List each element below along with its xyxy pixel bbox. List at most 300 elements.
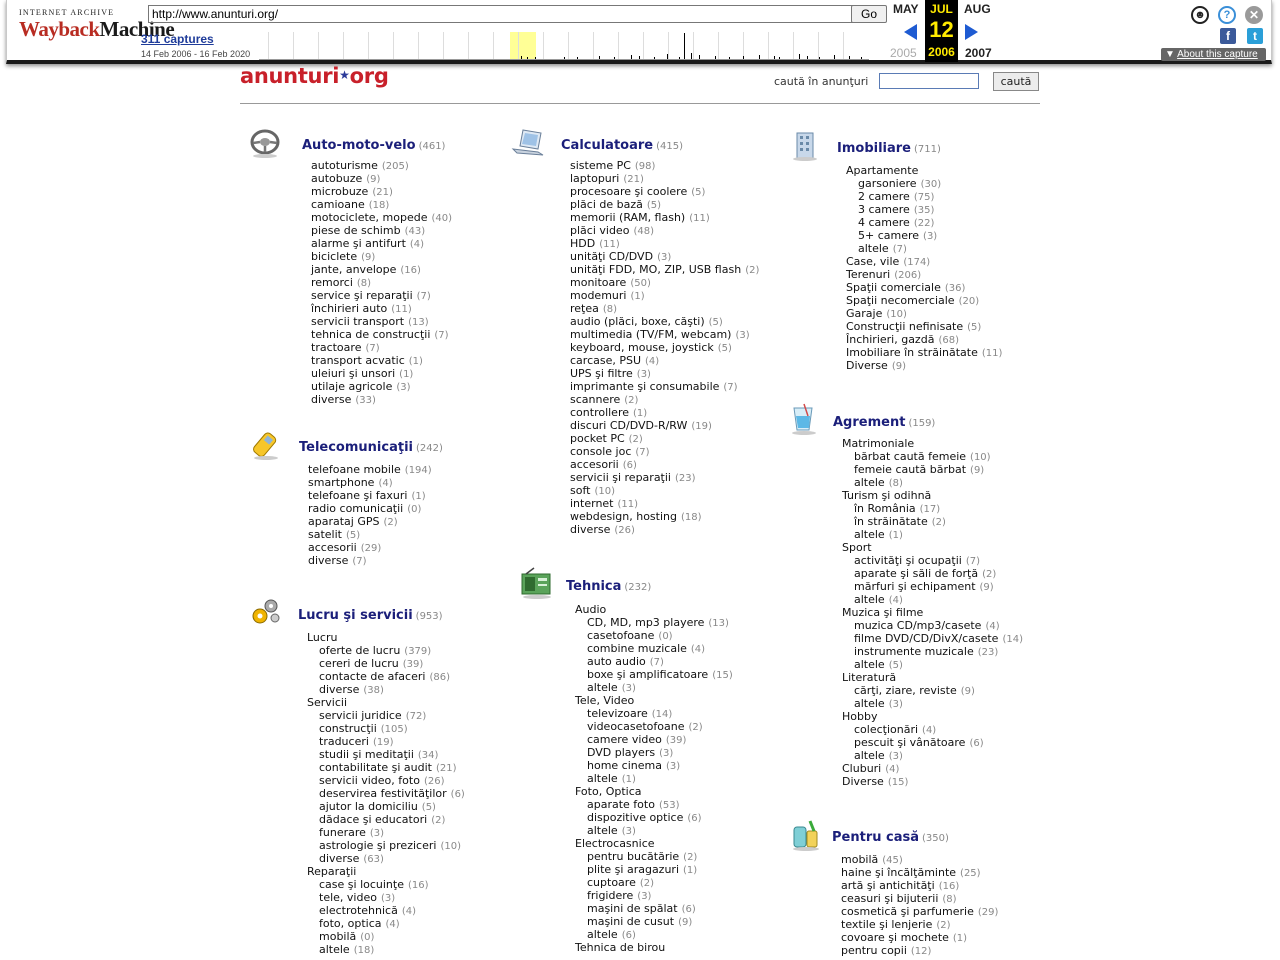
sparkline-bar <box>684 33 685 59</box>
sparkline-bar <box>729 57 730 59</box>
category-group-label <box>575 785 733 798</box>
category-link[interactable] <box>308 489 432 502</box>
category-link[interactable] <box>575 772 733 785</box>
category-link[interactable] <box>570 328 759 341</box>
category-link[interactable] <box>307 891 465 904</box>
category-label: uleiuri şi unsori <box>311 367 396 380</box>
category-link[interactable] <box>575 759 733 772</box>
category-label: garsoniere <box>858 177 917 190</box>
section-auto-list <box>311 159 452 406</box>
category-link[interactable] <box>308 476 432 489</box>
sparkline-year-divider <box>743 32 744 59</box>
category-link[interactable] <box>575 655 733 668</box>
category-label: contabilitate şi audit <box>319 761 432 774</box>
category-link[interactable] <box>311 302 452 315</box>
category-link[interactable] <box>311 354 452 367</box>
category-label: altele <box>319 943 350 956</box>
capture-range: 14 Feb 2006 - 16 Feb 2020 <box>141 49 251 59</box>
category-link[interactable] <box>575 850 733 863</box>
category-link[interactable] <box>846 320 1002 333</box>
category-link[interactable] <box>311 328 452 341</box>
category-label: Spaţii necomerciale <box>846 294 955 307</box>
category-label: HDD <box>570 237 596 250</box>
category-link[interactable] <box>311 198 452 211</box>
category-link[interactable] <box>846 177 1002 190</box>
category-link[interactable] <box>308 502 432 515</box>
category-link[interactable] <box>307 748 465 761</box>
category-count: (98) <box>634 161 656 172</box>
category-link[interactable] <box>842 749 1023 762</box>
category-link[interactable] <box>307 761 465 774</box>
category-link[interactable] <box>575 668 733 681</box>
category-link[interactable] <box>570 237 759 250</box>
category-count: (4) <box>885 764 900 775</box>
current-year: 2006 <box>928 45 955 59</box>
site-logo-b: org <box>349 64 389 88</box>
category-link[interactable] <box>846 216 1002 229</box>
category-label: maşini de spălat <box>587 902 678 915</box>
category-link[interactable] <box>846 281 1002 294</box>
category-count: (1) <box>888 530 903 541</box>
category-link[interactable] <box>307 800 465 813</box>
category-link[interactable] <box>311 224 452 237</box>
prev-capture-arrow-icon[interactable] <box>904 24 917 40</box>
category-link[interactable] <box>841 853 998 866</box>
category-label: laptopuri <box>570 172 620 185</box>
category-count: (7) <box>649 657 664 668</box>
category-link[interactable] <box>846 268 1002 281</box>
category-link[interactable] <box>308 541 432 554</box>
prev-year[interactable]: 2005 <box>890 46 917 60</box>
category-count: (38) <box>363 685 384 696</box>
category-link[interactable] <box>311 211 452 224</box>
category-link[interactable] <box>570 263 759 276</box>
category-link[interactable] <box>307 917 465 930</box>
category-count: (22) <box>913 218 935 229</box>
category-label: închirieri auto <box>311 302 388 315</box>
category-link[interactable] <box>575 928 733 941</box>
category-link[interactable] <box>842 632 1023 645</box>
category-count: (5) <box>345 530 361 541</box>
help-icon[interactable]: ? <box>1218 6 1236 24</box>
cleaning-supplies-icon <box>790 817 824 851</box>
sparkline-current-year <box>510 32 536 59</box>
category-link[interactable] <box>570 172 759 185</box>
category-count: (3) <box>888 699 903 710</box>
category-label: satelit <box>308 528 342 541</box>
category-link[interactable] <box>311 159 452 172</box>
category-link[interactable] <box>311 315 452 328</box>
category-link[interactable] <box>307 930 465 943</box>
category-count: (3) <box>621 826 636 837</box>
category-link[interactable] <box>575 746 733 759</box>
category-link[interactable] <box>570 484 759 497</box>
category-link[interactable] <box>570 315 759 328</box>
category-link[interactable] <box>570 419 759 432</box>
category-link[interactable] <box>308 463 432 476</box>
category-count: (7) <box>416 291 431 302</box>
user-icon[interactable]: ☻ <box>1191 6 1209 24</box>
section-casa <box>790 817 1040 960</box>
category-link[interactable] <box>575 720 733 733</box>
category-count: (18) <box>681 512 702 523</box>
category-label: covoare şi mochete <box>841 931 949 944</box>
category-link[interactable] <box>575 889 733 902</box>
category-link[interactable] <box>842 450 1023 463</box>
category-link[interactable] <box>841 944 998 957</box>
category-label: CD, MD, mp3 playere <box>587 616 705 629</box>
sparkline-bar <box>535 57 536 59</box>
category-label: pentru copii <box>841 944 907 957</box>
category-count: (5) <box>421 802 436 813</box>
category-count: (43) <box>404 226 426 237</box>
category-label: studii şi meditaţii <box>319 748 414 761</box>
sparkline-bar <box>861 57 862 59</box>
category-link[interactable] <box>841 931 998 944</box>
category-label: utilaje agricole <box>311 380 393 393</box>
category-count: (9) <box>366 174 381 185</box>
category-count: (2) <box>639 878 655 889</box>
category-link[interactable] <box>570 458 759 471</box>
category-link[interactable] <box>570 211 759 224</box>
category-group-label <box>575 603 733 616</box>
category-link[interactable] <box>307 787 465 800</box>
category-label: smartphone <box>308 476 375 489</box>
category-link[interactable] <box>311 289 452 302</box>
category-link[interactable] <box>846 346 1002 359</box>
category-label: Diverse <box>846 359 888 372</box>
section-tehnica-title[interactable]: Tehnica <box>566 579 622 594</box>
category-link[interactable] <box>570 432 759 445</box>
category-count: (20) <box>958 296 980 307</box>
category-link[interactable] <box>841 879 998 892</box>
category-count: (9) <box>678 917 693 928</box>
search-button[interactable]: caută <box>993 72 1039 91</box>
category-link[interactable] <box>307 774 465 787</box>
category-link[interactable] <box>570 367 759 380</box>
category-label: tele, video <box>319 891 377 904</box>
category-link[interactable] <box>570 276 759 289</box>
category-link[interactable] <box>570 445 759 458</box>
category-link[interactable] <box>570 341 759 354</box>
category-link[interactable] <box>842 697 1023 710</box>
category-link[interactable] <box>311 263 452 276</box>
captures-link[interactable]: 311 captures <box>141 32 214 46</box>
category-link[interactable] <box>308 554 432 567</box>
category-link[interactable] <box>575 681 733 694</box>
category-count: (7) <box>723 382 738 393</box>
category-link[interactable] <box>842 580 1023 593</box>
category-link[interactable] <box>846 255 1002 268</box>
category-label: oferte de lucru <box>319 644 401 657</box>
current-day: 12 <box>929 17 954 42</box>
category-link[interactable] <box>575 824 733 837</box>
category-count: (19) <box>691 421 712 432</box>
category-label: case şi locuinţe <box>319 878 404 891</box>
category-label: ceasuri şi bijuterii <box>841 892 939 905</box>
category-link[interactable] <box>842 658 1023 671</box>
search-input[interactable] <box>879 73 979 89</box>
category-link[interactable] <box>307 943 465 956</box>
category-label: în străinătate <box>854 515 928 528</box>
category-link[interactable] <box>841 905 998 918</box>
category-link[interactable] <box>570 354 759 367</box>
category-count: (40) <box>431 213 453 224</box>
category-link[interactable] <box>842 762 1023 775</box>
sparkline-year-divider <box>568 32 569 59</box>
category-count: (205) <box>381 161 409 172</box>
category-link[interactable] <box>842 619 1023 632</box>
category-count: (7) <box>365 343 380 354</box>
category-label: pescuit şi vânătoare <box>854 736 966 749</box>
category-link[interactable] <box>307 670 465 683</box>
gears-icon <box>249 595 283 629</box>
category-link[interactable] <box>842 528 1023 541</box>
category-link[interactable] <box>308 515 432 528</box>
category-label: muzica CD/mp3/casete <box>854 619 982 632</box>
category-count: (379) <box>404 646 432 657</box>
category-link[interactable] <box>846 190 1002 203</box>
category-link[interactable] <box>846 229 1002 242</box>
category-link[interactable] <box>311 276 452 289</box>
category-label: deservirea festivităţilor <box>319 787 447 800</box>
category-link[interactable] <box>842 502 1023 515</box>
category-label: 4 camere <box>858 216 910 229</box>
category-link[interactable] <box>570 406 759 419</box>
category-count: (0) <box>658 631 673 642</box>
category-link[interactable] <box>570 159 759 172</box>
category-label: Tehnica de birou <box>575 941 666 954</box>
category-group-label <box>575 837 733 850</box>
category-link[interactable] <box>311 250 452 263</box>
category-link[interactable] <box>575 707 733 720</box>
category-link[interactable] <box>307 878 465 891</box>
category-count: (3) <box>380 893 396 904</box>
category-label: altele <box>587 681 618 694</box>
category-label: maşini de cusut <box>587 915 675 928</box>
category-count: (29) <box>360 543 382 554</box>
category-link[interactable] <box>311 380 452 393</box>
sparkline-bar <box>521 56 522 59</box>
category-link[interactable] <box>841 866 998 879</box>
category-count: (4) <box>401 906 417 917</box>
category-label: Sport <box>842 541 872 554</box>
category-link[interactable] <box>311 185 452 198</box>
category-label: femeie caută bărbat <box>854 463 967 476</box>
category-link[interactable] <box>307 683 465 696</box>
sparkline-bar <box>715 56 716 59</box>
category-link[interactable] <box>311 367 452 380</box>
category-label: textile şi lenjerie <box>841 918 933 931</box>
category-link[interactable] <box>307 709 465 722</box>
category-label: camioane <box>311 198 365 211</box>
category-link[interactable] <box>570 302 759 315</box>
category-link[interactable] <box>842 736 1023 749</box>
category-count: (35) <box>913 205 935 216</box>
capture-sparkline[interactable] <box>259 32 869 60</box>
category-count: (3) <box>636 369 651 380</box>
section-lucru-title[interactable]: Lucru şi servicii <box>298 608 413 623</box>
category-label: jante, anvelope <box>311 263 397 276</box>
category-link[interactable] <box>841 892 998 905</box>
category-link[interactable] <box>311 341 452 354</box>
next-capture-arrow-icon[interactable] <box>965 24 978 40</box>
category-link[interactable] <box>570 510 759 523</box>
go-button[interactable]: Go <box>851 5 887 23</box>
category-label: traduceri <box>319 735 369 748</box>
sparkline-bar <box>699 55 700 59</box>
category-link[interactable] <box>570 250 759 263</box>
category-link[interactable] <box>575 733 733 746</box>
category-link[interactable] <box>846 294 1002 307</box>
category-count: (29) <box>977 907 999 918</box>
category-label: artă şi antichităţi <box>841 879 935 892</box>
category-label: service şi reparaţii <box>311 289 413 302</box>
category-count: (48) <box>633 226 654 237</box>
category-link[interactable] <box>307 722 465 735</box>
category-link[interactable] <box>575 915 733 928</box>
category-count: (6) <box>969 738 984 749</box>
category-link[interactable] <box>842 476 1023 489</box>
category-label: transport acvatic <box>311 354 405 367</box>
category-label: foto, optica <box>319 917 382 930</box>
category-link[interactable] <box>575 863 733 876</box>
section-agrement-count: (159) <box>908 418 936 429</box>
category-link[interactable] <box>570 289 759 302</box>
category-link[interactable] <box>846 359 1002 372</box>
category-count: (11) <box>391 304 412 315</box>
category-count: (6) <box>681 904 696 915</box>
category-count: (3) <box>735 330 750 341</box>
next-month[interactable]: AUG <box>964 2 991 16</box>
category-link[interactable] <box>842 463 1023 476</box>
category-link[interactable] <box>308 528 432 541</box>
category-link[interactable] <box>842 515 1023 528</box>
category-link[interactable] <box>846 307 1002 320</box>
sparkline-year-divider <box>768 32 769 59</box>
category-count: (33) <box>355 395 376 406</box>
about-capture-button[interactable] <box>1161 48 1266 61</box>
category-count: (1) <box>630 291 645 302</box>
next-year[interactable]: 2007 <box>965 46 992 60</box>
category-link[interactable] <box>307 904 465 917</box>
category-link[interactable] <box>311 172 452 185</box>
category-link[interactable] <box>570 523 759 536</box>
category-link[interactable] <box>842 567 1023 580</box>
category-link[interactable] <box>575 616 733 629</box>
facebook-icon[interactable]: f <box>1220 28 1236 44</box>
category-group-label <box>575 941 733 954</box>
sparkline-year-divider <box>493 32 494 59</box>
sparkline-year-divider <box>268 32 269 59</box>
category-link[interactable] <box>841 918 998 931</box>
category-count: (2) <box>745 265 760 276</box>
category-link[interactable] <box>575 876 733 889</box>
url-input[interactable]: http://www.anunturi.org/ <box>148 5 854 23</box>
section-imob-title[interactable]: Imobiliare <box>837 141 911 156</box>
section-telecom-title[interactable]: Telecomunicaţii <box>299 440 413 455</box>
category-link[interactable] <box>570 497 759 510</box>
category-label: remorci <box>311 276 353 289</box>
category-link[interactable] <box>311 393 452 406</box>
category-count: (5) <box>708 317 723 328</box>
category-group-label <box>842 710 1023 723</box>
category-label: videocasetofoane <box>587 720 685 733</box>
category-label: discuri CD/DVD-R/RW <box>570 419 688 432</box>
sparkline-year-divider <box>318 32 319 59</box>
sparkline-bar <box>819 57 820 59</box>
category-count: (39) <box>665 735 687 746</box>
category-group-label <box>842 541 1023 554</box>
category-link[interactable] <box>846 242 1002 255</box>
category-link[interactable] <box>307 839 465 852</box>
sparkline-year-divider <box>843 32 844 59</box>
category-link[interactable] <box>846 333 1002 346</box>
category-count: (3) <box>621 683 636 694</box>
category-link[interactable] <box>575 811 733 824</box>
category-count: (2) <box>683 852 698 863</box>
category-label: alarme şi antifurt <box>311 237 406 250</box>
prev-month[interactable]: MAY <box>893 2 919 16</box>
category-link[interactable] <box>842 684 1023 697</box>
category-link[interactable] <box>311 237 452 250</box>
site-logo[interactable] <box>240 64 389 88</box>
wayback-logo[interactable] <box>19 8 175 41</box>
wayback-toolbar <box>6 0 1272 64</box>
section-casa-title[interactable]: Pentru casă <box>832 830 919 845</box>
category-link[interactable] <box>570 393 759 406</box>
category-link[interactable] <box>570 198 759 211</box>
category-link[interactable] <box>575 902 733 915</box>
category-label: Servicii <box>307 696 347 709</box>
section-calc-title[interactable]: Calculatoare <box>561 138 654 153</box>
category-link[interactable] <box>307 826 465 839</box>
category-link[interactable] <box>570 380 759 393</box>
category-link[interactable] <box>842 593 1023 606</box>
category-count: (5) <box>717 343 732 354</box>
category-link[interactable] <box>842 554 1023 567</box>
category-label: instrumente muzicale <box>854 645 974 658</box>
category-link[interactable] <box>307 735 465 748</box>
category-group-label <box>842 437 1023 450</box>
twitter-icon[interactable]: t <box>1247 28 1263 44</box>
category-link[interactable] <box>842 723 1023 736</box>
category-group-label <box>307 631 465 644</box>
category-link[interactable] <box>842 645 1023 658</box>
category-link[interactable] <box>307 813 465 826</box>
category-link[interactable] <box>570 224 759 237</box>
sparkline-year-divider <box>393 32 394 59</box>
category-link[interactable] <box>307 852 465 865</box>
category-group-label <box>307 865 465 878</box>
category-label: diverse <box>319 683 360 696</box>
category-link[interactable] <box>570 471 759 484</box>
category-label: UPS şi filtre <box>570 367 633 380</box>
category-link[interactable] <box>575 798 733 811</box>
category-link[interactable] <box>842 775 1023 788</box>
category-link[interactable] <box>570 185 759 198</box>
close-icon[interactable]: ✕ <box>1245 6 1263 24</box>
category-link[interactable] <box>846 203 1002 216</box>
category-link[interactable] <box>307 644 465 657</box>
category-link[interactable] <box>575 642 733 655</box>
category-link[interactable] <box>575 629 733 642</box>
category-label: audio (plăci, boxe, căşti) <box>570 315 705 328</box>
category-link[interactable] <box>307 657 465 670</box>
section-agrement-title[interactable]: Agrement <box>833 415 906 430</box>
section-auto-title[interactable]: Auto-moto-velo <box>302 138 416 153</box>
section-casa-count: (350) <box>922 833 949 844</box>
